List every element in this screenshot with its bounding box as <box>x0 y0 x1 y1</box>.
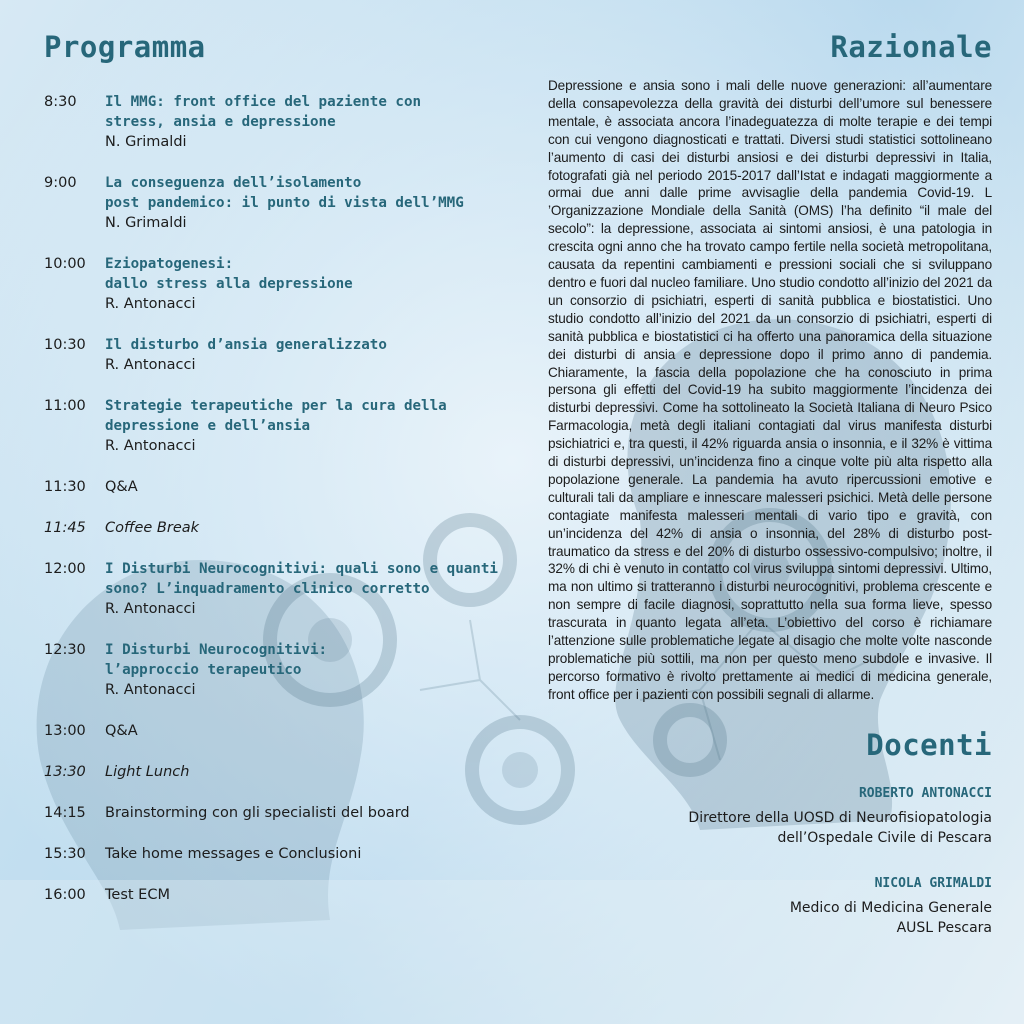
program-time: 8:30 <box>44 94 77 110</box>
program-title-line: I Disturbi Neurocognitivi: <box>105 642 328 658</box>
program-time: 16:00 <box>44 887 86 903</box>
docenti-list <box>548 784 992 938</box>
program-item <box>44 518 514 538</box>
program-title-line: I Disturbi Neurocognitivi: quali sono e quanti <box>105 561 498 577</box>
program-item <box>44 844 514 864</box>
program-title-line: Il disturbo d’ansia generalizzato <box>105 337 387 353</box>
docente-name: ROBERTO ANTONACCI <box>858 785 992 801</box>
programma-list <box>44 92 514 905</box>
program-item <box>44 335 514 375</box>
program-item <box>44 477 514 497</box>
program-title-line: dallo stress alla depressione <box>105 276 353 292</box>
docente-name: NICOLA GRIMALDI <box>874 875 992 891</box>
program-item <box>44 640 514 700</box>
program-title-line: stress, ansia e depressione <box>105 114 336 130</box>
razionale-column <box>548 30 992 938</box>
program-text: Take home messages e Conclusioni <box>105 846 362 862</box>
program-text: Light Lunch <box>105 764 190 780</box>
programma-title: Programma <box>44 30 206 64</box>
program-item <box>44 721 514 741</box>
program-text: Q&A <box>105 479 138 495</box>
docente-entry <box>548 874 992 938</box>
program-text: Coffee Break <box>105 520 200 536</box>
docente-role-line: Medico di Medicina Generale <box>789 899 992 916</box>
program-title-line: l’approccio terapeutico <box>105 662 302 678</box>
program-text: Brainstorming con gli specialisti del board <box>105 805 410 821</box>
program-speaker: R. Antonacci <box>105 601 196 617</box>
program-text: Q&A <box>105 723 138 739</box>
program-title-line: Strategie terapeutiche per la cura della <box>105 398 447 414</box>
program-time: 11:00 <box>44 398 86 414</box>
program-title-line: Il MMG: front office del paziente con <box>105 94 422 110</box>
program-speaker: R. Antonacci <box>105 296 196 312</box>
docente-entry <box>548 784 992 848</box>
programma-column <box>44 30 514 905</box>
program-time: 13:00 <box>44 723 86 739</box>
program-time: 12:30 <box>44 642 86 658</box>
program-time: 15:30 <box>44 846 86 862</box>
program-time: 11:45 <box>44 520 86 536</box>
program-item <box>44 254 514 314</box>
program-item <box>44 173 514 233</box>
docente-role-line: dell’Ospedale Civile di Pescara <box>777 829 992 846</box>
razionale-title: Razionale <box>830 30 992 64</box>
program-title-line: depressione e dell’ansia <box>105 418 310 434</box>
program-item <box>44 396 514 456</box>
docenti-title: Docenti <box>866 727 992 762</box>
docente-role-line: AUSL Pescara <box>896 919 992 936</box>
program-speaker: N. Grimaldi <box>105 215 187 231</box>
program-item <box>44 92 514 152</box>
program-time: 11:30 <box>44 479 86 495</box>
program-speaker: R. Antonacci <box>105 682 196 698</box>
program-speaker: R. Antonacci <box>105 357 196 373</box>
program-time: 12:00 <box>44 561 86 577</box>
program-title-line: La conseguenza dell’isolamento <box>105 175 362 191</box>
program-time: 9:00 <box>44 175 77 191</box>
razionale-text: Depressione e ansia sono i mali delle nuove generazioni: all’aumentare della consapevolezza della gravità dei disturbi dell’umore sul benessere mentale, è associata ancora l’inadeguatezza di molte terapie e dei tempi con cui vengono diagnosticati e trattati. Diversi studi statistici sottolineano l’aumento di casi dei disturbi ansiosi e dei disturbi depressivi in Italia, fotografati già nel periodo 2015-2017 dall’Istat e indagati maggiormente a ormai due anni dalle prime avvisaglie della pandemia Covid-19. L ’Organizzazione Mondiale della Sanità (OMS) l’ha definito “il male del secolo”: la depressione, associata ai sintomi ansiosi, è una patologia in crescita ogni anno che ha trovato campo fertile nella società metropolitana, causata da repentini cambiamenti e pressioni sociali che si sviluppano dentro e fuori dal nucleo familiare. Uno studio condotto all’inizio del 2021 da un consorzio di psichiatri, esperti di sanità pubblica e biostatistici. Uno studio condotto all’inizio del 2021 da un consorzio di psichiatri, esperti di sanità pubblica e biostatistici ci ha offerto una panoramica della situazione dei disturbi di ansia e depressione dopo il primo anno di pandemia. Chiaramente, la fascia della popolazione che ha conosciuto in prima persona gli effetti del Covid-19 ha subito maggiormente l’incidenza dei disturbi depressivi. Come ha sottolineato la Società Italiana di Neuro Psico Farmacologia, metà degli italiani contagiati dal virus manifesta disturbi psichiatrici e, tra questi, il 42% riguarda ansia o insonnia, e il 32% è vittima di disturbi depressivi, un’incidenza fino a cinque volte più alta rispetto alla popolazione generale. La pandemia ha avuto ripercussioni emotive e culturali tali da ampliare e innescare malesseri psichici. Metà delle persone contagiate manifesta malesseri mentali di vario tipo e gravità, con un’incidenza del 42% di ansia o insonnia, del 28% di disturbo post-traumatico da stress e del 20% di disturbo ossessivo-compulsivo; inoltre, il 32% di chi è venuto in contatto col virus sviluppa sintomi depressivi. Ultimo, ma non ultimo si tratteranno i disturbi neurocognitivi, problema crescente e non sempre di facile diagnosi, soprattutto nella sua forma lieve, spesso trascurata in quanto legata all’eta. L’obiettivo del corso è richiamare l’attenzione sulle problematiche legate al disagio che molte volte nasconde problematiche più sottili, ma non per questo meno subdole e invasive. Il percorso formativo è rivolto prettamente ai medici di medicina generale, front office per i pazienti con possibili segnali di allarme. <box>548 78 992 702</box>
program-item <box>44 885 514 905</box>
program-item <box>44 803 514 823</box>
docente-role-line: Direttore della UOSD di Neurofisiopatologia <box>688 809 992 826</box>
program-text: Test ECM <box>105 887 170 903</box>
program-item <box>44 762 514 782</box>
program-time: 13:30 <box>44 764 86 780</box>
program-time: 14:15 <box>44 805 86 821</box>
program-time: 10:00 <box>44 256 86 272</box>
program-speaker: N. Grimaldi <box>105 134 187 150</box>
program-title-line: post pandemico: il punto di vista dell’MMG <box>105 195 464 211</box>
program-time: 10:30 <box>44 337 86 353</box>
program-speaker: R. Antonacci <box>105 438 196 454</box>
program-item <box>44 559 514 619</box>
program-title-line: sono? L’inquadramento clinico corretto <box>105 581 430 597</box>
program-title-line: Eziopatogenesi: <box>105 256 234 272</box>
